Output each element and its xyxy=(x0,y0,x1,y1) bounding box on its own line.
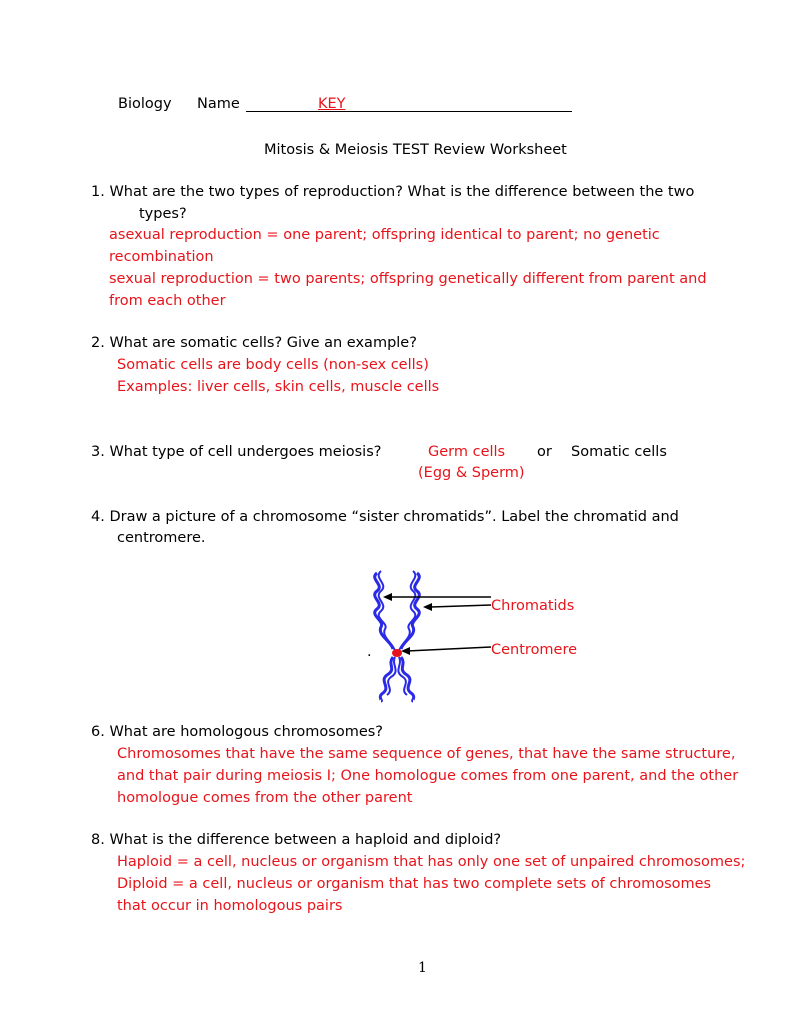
q1-question: 1. What are the two types of reproduction? What is the difference between the two xyxy=(91,184,695,200)
q3-or: or xyxy=(537,444,552,460)
name-label: Name xyxy=(197,96,240,112)
q1-answer-line: from each other xyxy=(109,293,226,309)
q8-answer-line: that occur in homologous pairs xyxy=(117,898,343,914)
q2-answer-line: Somatic cells are body cells (non-sex cells) xyxy=(117,357,429,373)
q4-question: 4. Draw a picture of a chromosome “sister chromatids”. Label the chromatid and xyxy=(91,509,679,525)
name-value: KEY xyxy=(318,96,346,112)
q2-question: 2. What are somatic cells? Give an example? xyxy=(91,335,417,351)
centromere-label: Centromere xyxy=(491,642,578,658)
q8-question: 8. What is the difference between a haploid and diploid? xyxy=(91,832,502,848)
worksheet-title: Mitosis & Meiosis TEST Review Worksheet xyxy=(264,142,567,158)
q1-answer-line: asexual reproduction = one parent; offspring identical to parent; no genetic xyxy=(109,227,660,243)
centromere xyxy=(392,649,402,657)
page-number: 1 xyxy=(418,960,427,976)
q6-answer-line: Chromosomes that have the same sequence of genes, that have the same structure, xyxy=(117,746,736,762)
stray-dot: . xyxy=(367,644,372,660)
q3-option-note: (Egg & Sperm) xyxy=(418,465,525,481)
q6-question: 6. What are homologous chromosomes? xyxy=(91,724,383,740)
q8-answer-line: Haploid = a cell, nucleus or organism that has only one set of unpaired chromosomes; xyxy=(117,854,746,870)
q1-answer-line: sexual reproduction = two parents; offspring genetically different from parent and xyxy=(109,271,707,287)
q3-option-germ: Germ cells xyxy=(428,444,506,460)
chromosome-drawing xyxy=(355,565,585,705)
q4-question-cont: centromere. xyxy=(117,530,206,546)
q1-answer-line: recombination xyxy=(109,249,214,265)
q8-answer-line: Diploid = a cell, nucleus or organism that has two complete sets of chromosomes xyxy=(117,876,712,892)
q2-answer-line: Examples: liver cells, skin cells, muscle cells xyxy=(117,379,440,395)
subject-label: Biology xyxy=(118,96,172,112)
q6-answer-line: and that pair during meiosis I; One homologue comes from one parent, and the other xyxy=(117,768,739,784)
name-underline xyxy=(246,111,572,112)
q3-question: 3. What type of cell undergoes meiosis? xyxy=(91,444,382,460)
q3-option-somatic: Somatic cells xyxy=(571,444,667,460)
q6-answer-line: homologue comes from the other parent xyxy=(117,790,413,806)
chromatids-label: Chromatids xyxy=(491,598,575,614)
q1-question-cont: types? xyxy=(139,206,187,222)
